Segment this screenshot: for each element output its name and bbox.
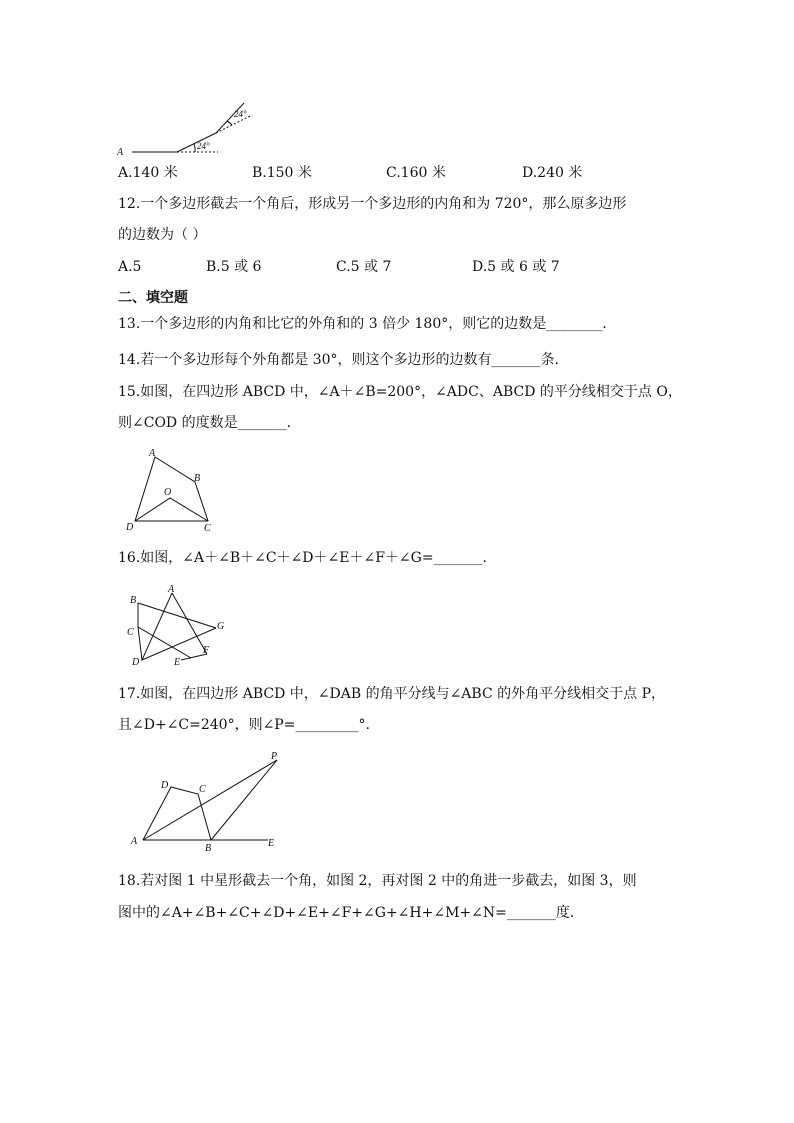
q16-figure — [125, 583, 235, 668]
q15-label-c: C — [204, 523, 211, 534]
q17-label-e: E — [268, 838, 275, 849]
q14-text: 14.若一个多边形每个外角都是 30°，则这个多边形的边数有_______条. — [118, 352, 559, 368]
q11-option-c: C.160 米 — [386, 165, 446, 181]
q15-label-b: B — [194, 473, 201, 484]
q17-line-2: 且∠D+∠C=240°，则∠P=_________°. — [118, 717, 370, 733]
q12-option-c: C.5 或 7 — [336, 259, 392, 275]
q17-label-d: D — [161, 780, 169, 791]
q16-label-g: G — [217, 621, 225, 632]
q12-option-b: B.5 或 6 — [206, 259, 262, 275]
section-heading: 二、填空题 — [118, 290, 188, 306]
q17-label-a: A — [131, 836, 138, 847]
q16-label-d: D — [132, 657, 140, 668]
q16-label-e: E — [174, 657, 181, 668]
q15-label-a: A — [149, 448, 156, 459]
q18-line-2: 图中的∠A+∠B+∠C+∠D+∠E+∠F+∠G+∠H+∠M+∠N=_______度. — [118, 905, 575, 921]
q15-figure — [120, 445, 230, 535]
q11-option-a: A.140 米 — [118, 165, 178, 181]
q11-option-b: B.150 米 — [252, 165, 312, 181]
q16-label-b: B — [130, 595, 137, 606]
q17-figure — [125, 750, 290, 855]
q11-angle-top: 24° — [234, 109, 247, 119]
q18-line-1: 18.若对图 1 中星形截去一个角，如图 2，再对图 2 中的角进一步截去，如图 3，则 — [118, 873, 637, 889]
q17-line-1: 17.如图，在四边形 ABCD 中，∠DAB 的角平分线与∠ABC 的外角平分线相交于点 P， — [118, 686, 665, 702]
q16-label-a: A — [168, 584, 175, 595]
q15-line-2: 则∠COD 的度数是_______. — [118, 415, 292, 431]
q11-angle-bottom: 24° — [197, 141, 210, 151]
q12-line-2: 的边数为（ ） — [118, 227, 207, 243]
q17-label-p: P — [271, 751, 278, 762]
q16-text: 16.如图，∠A＋∠B＋∠C＋∠D＋∠E＋∠F＋∠G=_______. — [118, 550, 488, 566]
q11-option-d: D.240 米 — [522, 165, 583, 181]
q15-line-1: 15.如图，在四边形 ABCD 中，∠A＋∠B=200°，∠ADC、ABCD 的平分线相交于点 O， — [118, 384, 682, 400]
q17-label-b: B — [205, 843, 212, 854]
q13-text: 13.一个多边形的内角和比它的外角和的 3 倍少 180°，则它的边数是________. — [118, 316, 607, 332]
q16-label-f: F — [203, 645, 210, 656]
q16-label-c: C — [127, 627, 134, 638]
q12-option-d: D.5 或 6 或 7 — [472, 259, 560, 275]
q11-figure — [115, 95, 275, 158]
q15-label-d: D — [126, 522, 134, 533]
q12-line-1: 12.一个多边形截去一个角后，形成另一个多边形的内角和为 720°，那么原多边形 — [118, 196, 627, 212]
q17-label-c: C — [199, 784, 206, 795]
q12-option-a: A.5 — [118, 259, 142, 275]
q11-label-a: A — [117, 147, 124, 158]
q15-label-o: O — [164, 487, 172, 498]
